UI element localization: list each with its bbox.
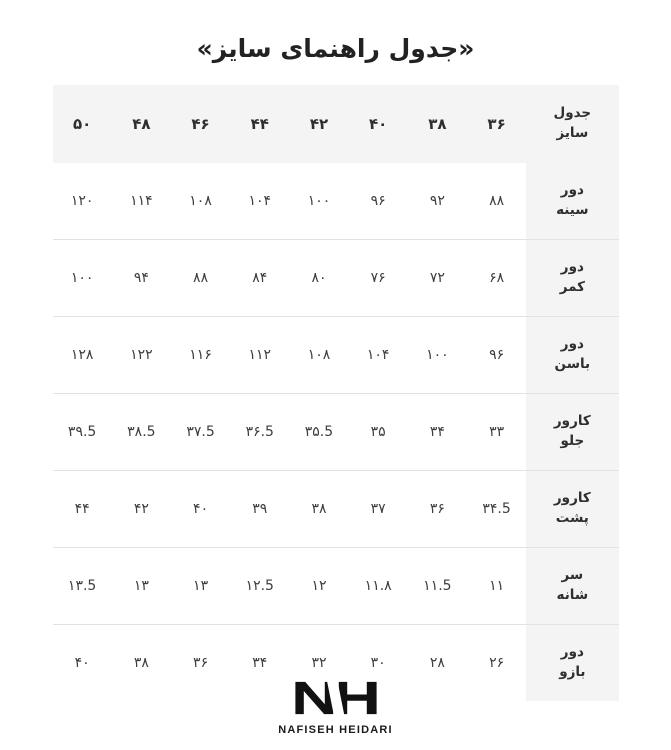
row-label-line1: کارور — [553, 413, 591, 430]
cell-arm-48: ۳۸ — [112, 625, 171, 702]
row-label-line1: دور — [560, 259, 584, 276]
row-label-chest — [526, 163, 618, 240]
cell-back-width-44: ۳۹ — [230, 471, 289, 548]
row-label-line1: کارور — [553, 490, 591, 507]
cell-waist-36: ۶۸ — [467, 240, 526, 317]
cell-front-width-36: ۳۳ — [467, 394, 526, 471]
cell-chest-46: ۱۰۸ — [189, 193, 212, 209]
table-row — [53, 317, 619, 394]
cell-shoulder-46: ۱۳ — [171, 548, 230, 625]
brand-name: NAFISEH HEIDARI — [278, 724, 393, 736]
row-label-hip — [526, 317, 618, 394]
header-row — [53, 85, 619, 163]
cell-waist-48: ۹۴ — [112, 240, 171, 317]
cell-waist-38: ۷۲ — [408, 240, 467, 317]
cell-front-width-44: ۳۶.5 — [230, 394, 289, 471]
cell-arm-40: ۳۰ — [349, 625, 408, 702]
row-label-line2: پشت — [555, 510, 589, 526]
header-size-48: ۴۸ — [112, 85, 171, 163]
row-label-line2: شانه — [556, 587, 589, 603]
header-size-50: ۵۰ — [53, 85, 112, 163]
header-corner-line2: سایز — [556, 125, 589, 141]
cell-chest-48: ۱۱۴ — [130, 193, 153, 209]
cell-arm-44: ۳۴ — [230, 625, 289, 702]
cell-waist-42: ۸۰ — [289, 240, 348, 317]
table-row — [53, 548, 619, 625]
cell-hip-40: ۱۰۴ — [349, 317, 408, 394]
header-size-36: ۳۶ — [467, 85, 526, 163]
footer-branding — [0, 679, 671, 736]
cell-hip-38: ۱۰۰ — [408, 317, 467, 394]
cell-shoulder-38: ۱۱.5 — [408, 548, 467, 625]
cell-back-width-42: ۳۸ — [289, 471, 348, 548]
header-size-40: ۴۰ — [349, 85, 408, 163]
row-label-line1: سر — [561, 567, 584, 584]
header-corner-line1: جدول — [553, 105, 592, 122]
cell-hip-48: ۱۲۲ — [112, 317, 171, 394]
cell-arm-36: ۲۶ — [467, 625, 526, 702]
cell-shoulder-36: ۱۱ — [467, 548, 526, 625]
cell-shoulder-50: ۱۳.5 — [53, 548, 112, 625]
cell-chest-50: ۱۲۰ — [70, 193, 94, 209]
cell-waist-50: ۱۰۰ — [53, 240, 112, 317]
row-label-line2: بازو — [559, 664, 586, 680]
header-size-46: ۴۶ — [171, 85, 230, 163]
cell-arm-42: ۳۲ — [289, 625, 348, 702]
cell-waist-44: ۸۴ — [230, 240, 289, 317]
cell-front-width-40: ۳۵ — [349, 394, 408, 471]
table-row — [53, 471, 619, 548]
cell-hip-42: ۱۰۸ — [289, 317, 348, 394]
cell-shoulder-40: ۱۱.۸ — [349, 548, 408, 625]
row-label-line1: دور — [560, 336, 584, 353]
row-label-front-width — [526, 394, 618, 471]
size-guide-table — [53, 85, 619, 701]
cell-hip-36: ۹۶ — [467, 317, 526, 394]
row-label-shoulder — [526, 548, 618, 625]
cell-back-width-48: ۴۲ — [112, 471, 171, 548]
cell-shoulder-42: ۱۲ — [289, 548, 348, 625]
header-size-42: ۴۲ — [289, 85, 348, 163]
table-row — [53, 163, 619, 240]
cell-arm-46: ۳۶ — [171, 625, 230, 702]
row-label-waist — [526, 240, 618, 317]
table-body — [53, 163, 619, 701]
header-corner-label — [526, 85, 618, 163]
cell-front-width-46: ۳۷.5 — [171, 394, 230, 471]
row-label-line2: جلو — [560, 433, 585, 449]
cell-chest-42: ۱۰۰ — [307, 193, 331, 209]
cell-arm-50: ۴۰ — [53, 625, 112, 702]
row-label-line2: کمر — [559, 279, 585, 295]
row-label-line2: سینه — [556, 202, 589, 218]
row-label-line1: دور — [560, 644, 584, 661]
cell-shoulder-48: ۱۳ — [112, 548, 171, 625]
row-label-line2: باسن — [554, 356, 591, 372]
cell-waist-40: ۷۶ — [349, 240, 408, 317]
table-row — [53, 394, 619, 471]
cell-front-width-50: ۳۹.5 — [53, 394, 112, 471]
cell-back-width-50: ۴۴ — [53, 471, 112, 548]
cell-back-width-40: ۳۷ — [349, 471, 408, 548]
cell-back-width-46: ۴۰ — [171, 471, 230, 548]
header-size-44: ۴۴ — [230, 85, 289, 163]
cell-chest-36: ۸۸ — [489, 193, 505, 209]
cell-shoulder-44: ۱۲.5 — [230, 548, 289, 625]
cell-arm-38: ۲۸ — [408, 625, 467, 702]
cell-front-width-42: ۳۵.5 — [289, 394, 348, 471]
header-size-38: ۳۸ — [408, 85, 467, 163]
row-label-line1: دور — [560, 182, 584, 199]
cell-hip-50: ۱۲۸ — [53, 317, 112, 394]
cell-chest-44: ۱۰۴ — [248, 193, 272, 209]
cell-hip-44: ۱۱۲ — [230, 317, 289, 394]
cell-back-width-38: ۳۶ — [408, 471, 467, 548]
cell-back-width-36: ۳۴.5 — [467, 471, 526, 548]
row-label-back-width — [526, 471, 618, 548]
cell-chest-40: ۹۶ — [370, 193, 386, 209]
table-header — [53, 85, 619, 163]
cell-front-width-48: ۳۸.5 — [112, 394, 171, 471]
cell-hip-46: ۱۱۶ — [171, 317, 230, 394]
cell-waist-46: ۸۸ — [171, 240, 230, 317]
cell-front-width-38: ۳۴ — [408, 394, 467, 471]
cell-chest-38: ۹۲ — [429, 193, 445, 209]
table-row — [53, 240, 619, 317]
page-title: «جدول راهنمای سایز» — [196, 34, 475, 63]
nh-monogram-icon — [294, 679, 378, 717]
